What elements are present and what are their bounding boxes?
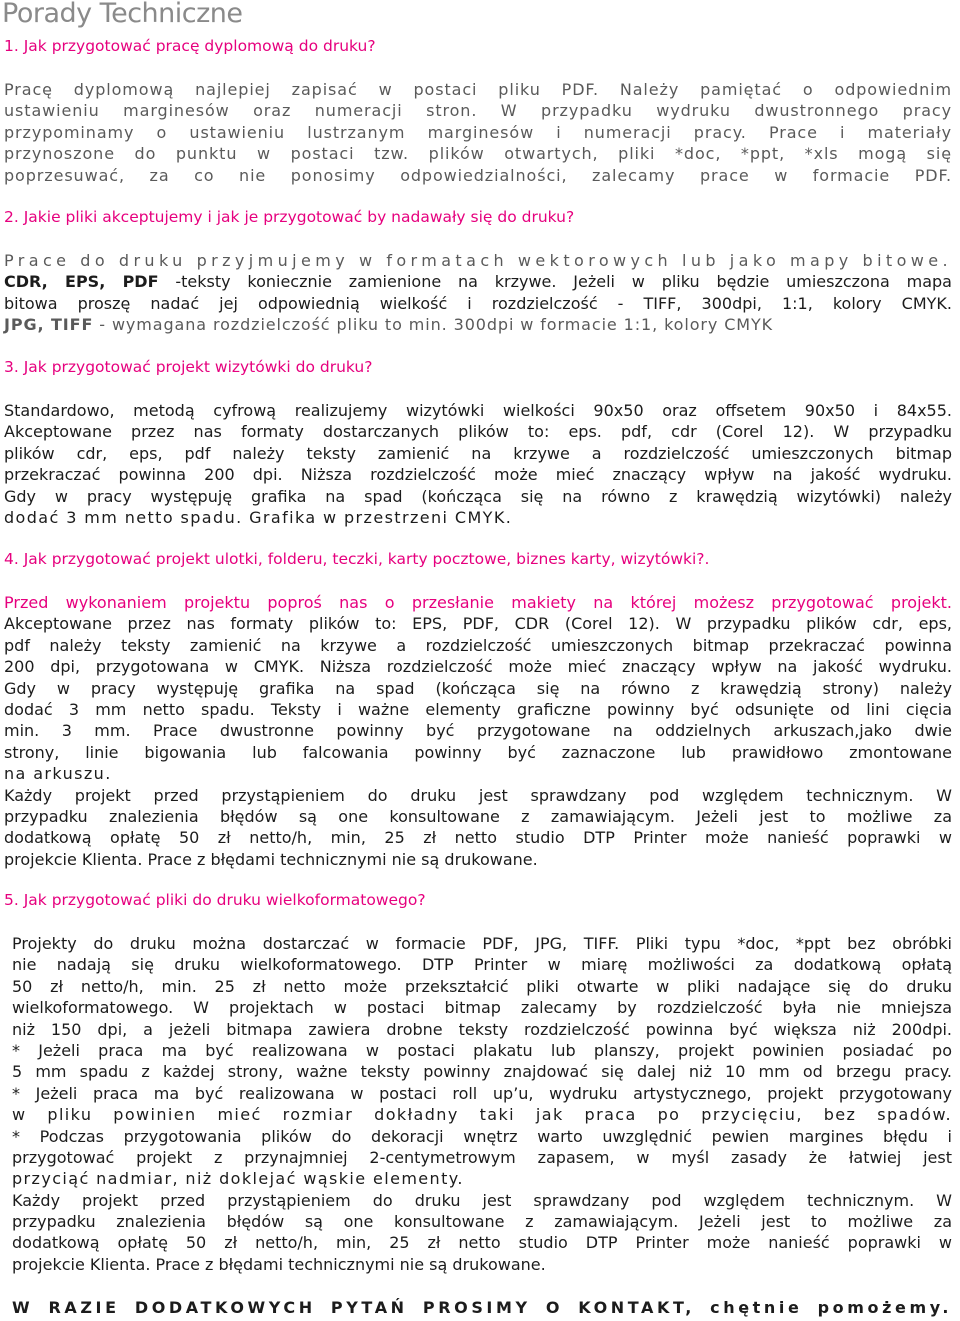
paragraph-line: nie nadają się druku wielkoformatowego. DTP Printer w miarę możliwości za dodatkową opłatą — [12, 955, 952, 975]
section-2-heading: 2. Jakie pliki akceptujemy i jak je przygotować by nadawały się do druku? — [4, 208, 575, 226]
paragraph-line: Pracę dyplomową najlepiej zapisać w postaci pliku PDF. Należy pamiętać o odpowiednim — [4, 80, 952, 99]
paragraph-line: min. 3 mm. Prace dwustronne powinny być przygotowane na oddzielnych arkuszach,jako dwie — [4, 721, 952, 741]
paragraph-line: * Jeżeli praca ma być realizowana w postaci roll up’u, wydruku artystycznego, projekt przygotowany — [12, 1083, 952, 1103]
paragraph-line: * Podczas przygotowania plików do dekoracji wnętrz warto uwzględnić pewien margines błędu i — [12, 1126, 952, 1146]
paragraph-line: niż 150 dpi, a jeżeli bitmapa zawiera drobne teksty rozdzielczość powinna być większa niż 200dpi. — [12, 1019, 952, 1039]
paragraph-line: 200 dpi, przygotowana w CMYK. Niższa rozdzielczość może mieć znaczący wpływ na jakość wydruku. — [4, 657, 952, 677]
paragraph-line: Akceptowane przez nas formaty dostarczanych plików to: eps. pdf, cdr (Corel 12). W przypadku — [4, 422, 952, 442]
paragraph-line: przekraczać powinna 200 dpi. Niższa rozdzielczość może mieć znaczący wpływ na jakość wydruku. — [4, 465, 952, 485]
paragraph-line: w pliku powinien mieć rozmiar dokładny taki jak praca po przycięciu, bez spadów. — [12, 1105, 952, 1125]
paragraph-line: przynoszone do punktu w postaci tzw. plików otwartych, pliki *doc, *ppt, *xls mogą się — [4, 144, 952, 164]
paragraph-line: Gdy w pracy występuję grafika na spad (kończąca się na równo z krawędzią strony) należy — [4, 678, 952, 698]
page-title: Porady Techniczne — [2, 0, 243, 29]
paragraph-line: przyciąć nadmiar, niż doklejać wąskie elementy. — [12, 1169, 464, 1189]
paragraph-line: Każdy projekt przed przystąpieniem do druku jest sprawdzany pod względem technicznym. W — [4, 785, 952, 805]
paragraph-line: 5 mm spadu z każdej strony, ważne teksty powinny znajdować się dalej niż 10 mm od brzegu pracy. — [12, 1062, 952, 1082]
section-3-paragraph — [4, 400, 952, 528]
paragraph-line: bitowa proszę nadać jej odpowiednią wielkość i rozdzielczość - TIFF, 300dpi, 1:1, kolory CMYK. — [4, 293, 952, 313]
section-4-heading: 4. Jak przygotować projekt ulotki, folderu, teczki, karty pocztowe, biznes karty, wizytówki?. — [4, 550, 710, 568]
paragraph-line: strony, linie bigowania lub falcowania powinny być zaznaczone lub prawidłowo zmontowane — [4, 742, 952, 762]
paragraph-line: Każdy projekt przed przystąpieniem do druku jest sprawdzany pod względem technicznym. W — [12, 1190, 952, 1210]
section-4-intro: Przed wykonaniem projektu poproś nas o przesłanie makiety na której możesz przygotować projekt. — [4, 593, 952, 612]
section-2-paragraph — [4, 250, 952, 336]
paragraph-line: 50 zł netto/h, min. 25 zł netto może przekształcić pliki otwarte w pliki nadające się do druku — [12, 976, 952, 996]
paragraph-line: dodatkową opłatę 50 zł netto/h, min, 25 zł netto studio DTP Printer może nanieść poprawki w — [12, 1233, 952, 1253]
paragraph-line: na arkuszu. — [4, 764, 112, 784]
paragraph-line: dodatkową opłatę 50 zł netto/h, min, 25 zł netto studio DTP Printer może nanieść poprawki w — [4, 828, 952, 848]
paragraph-line: Standardowo, metodą cyfrową realizujemy wizytówki wielkości 90x50 oraz offsetem 90x50 i 84x55. — [4, 401, 952, 420]
paragraph-line: Akceptowane przez nas formaty plików to: EPS, PDF, CDR (Corel 12). W przypadku plików cdr, eps, — [4, 614, 952, 634]
paragraph-line — [4, 314, 952, 335]
formats-text: -teksty koniecznie zamienione na krzywe. Jeżeli w pliku będzie umieszczona mapa — [158, 272, 952, 292]
formats-label: CDR, EPS, PDF — [4, 272, 159, 292]
paragraph-line: Projekty do druku można dostarczać w formacie PDF, JPG, TIFF. Pliki typu *doc, *ppt bez obróbki — [12, 934, 952, 953]
paragraph-line: projekcie Klienta. Prace z błędami technicznymi nie są drukowane. — [4, 849, 538, 869]
paragraph-line: dodać 3 mm netto spadu. Teksty i ważne elementy graficzne powinny być odsunięte od lini cięcia — [4, 699, 952, 719]
paragraph-line: dodać 3 mm netto spadu. Grafika w przestrzeni CMYK. — [4, 507, 513, 527]
paragraph-line: przypominamy o ustawieniu lustrzanym marginesów i numeracji pracy. Prace i materiały — [4, 122, 952, 142]
paragraph-line: poprzesuwać, za co nie ponosimy odpowiedzialności, zalecamy prace w formacie PDF. — [4, 165, 952, 185]
section-4-paragraph — [4, 592, 952, 870]
paragraph-line: przypadku znalezienia błędów są one konsultowane z zamawiającym. Jeżeli jest to możliwe za — [4, 806, 952, 826]
section-5-heading: 5. Jak przygotować pliki do druku wielkoformatowego? — [4, 891, 426, 909]
formats-text: - wymagana rozdzielczość pliku to min. 300dpi w formacie 1:1, kolory CMYK — [93, 315, 774, 335]
paragraph-line — [4, 271, 952, 292]
paragraph-line: plików cdr, eps, pdf należy teksty zamienić na krzywe a rozdzielczość umieszczonych bitmap — [4, 443, 952, 463]
section-3-heading: 3. Jak przygotować projekt wizytówki do druku? — [4, 358, 373, 376]
formats-label: JPG, TIFF — [4, 315, 94, 335]
paragraph-line: Gdy w pracy występuję grafika na spad (kończąca się na równo z krawędzią wizytówki) należy — [4, 486, 952, 506]
paragraph-line: ustawieniu marginesów oraz numeracji stron. W przypadku wydruku dwustronnego pracy — [4, 101, 952, 121]
paragraph-line: * Jeżeli praca ma być realizowana w postaci plakatu lub planszy, projekt powinien posiadać po — [12, 1040, 952, 1060]
paragraph-line: Prace do druku przyjmujemy w formatach wektorowych lub jako mapy bitowe. — [4, 251, 952, 270]
paragraph-line: pdf należy teksty zamienić na krzywe a rozdzielczość umieszczonych bitmap przekraczać powinna — [4, 635, 952, 655]
paragraph-line: przygotować projekt z przynajmniej 2-centymetrowym zapasem, w myśl zasady że łatwiej jest — [12, 1147, 952, 1167]
contact-footer: W RAZIE DODATKOWYCH PYTAŃ PROSIMY O KONTAKT, chętnie pomożemy. — [12, 1298, 952, 1317]
section-5-paragraph — [12, 933, 952, 1275]
paragraph-line: przypadku znalezienia błędów są one konsultowane z zamawiającym. Jeżeli jest to możliwe za — [12, 1212, 952, 1232]
section-1-heading: 1. Jak przygotować pracę dyplomową do druku? — [4, 37, 376, 55]
paragraph-line: wielkoformatowego. W projektach w postaci bitmap zalecamy by rozdzielczość była nie mniejsza — [12, 998, 952, 1018]
paragraph-line: projekcie Klienta. Prace z błędami technicznymi nie są drukowane. — [12, 1254, 546, 1274]
section-1-paragraph — [4, 79, 952, 186]
